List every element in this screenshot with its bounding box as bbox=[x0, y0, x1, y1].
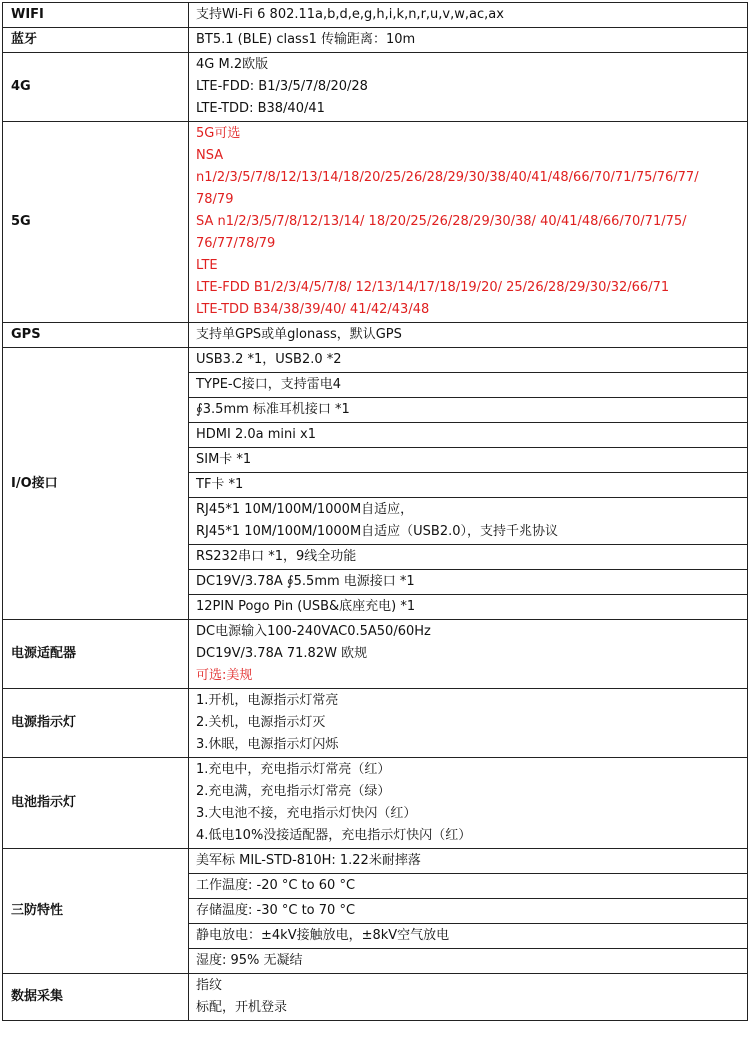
spec-value-line: 指纹 bbox=[196, 978, 223, 993]
spec-key: 蓝牙 bbox=[3, 28, 189, 53]
spec-value-line: DC19V/3.78A 71.82W 欧规 bbox=[196, 646, 368, 661]
spec-value-line: 1.开机，电源指示灯常亮 bbox=[196, 693, 339, 708]
spec-key: 电池指示灯 bbox=[3, 758, 189, 849]
spec-key: 5G bbox=[3, 122, 189, 323]
spec-value bbox=[189, 423, 748, 448]
spec-row bbox=[3, 323, 748, 348]
spec-value bbox=[189, 689, 748, 758]
spec-key: 数据采集 bbox=[3, 974, 189, 1021]
spec-value bbox=[189, 758, 748, 849]
spec-row bbox=[3, 348, 748, 373]
spec-value-line: HDMI 2.0a mini x1 bbox=[196, 427, 316, 442]
spec-table bbox=[2, 2, 748, 1021]
spec-value bbox=[189, 570, 748, 595]
spec-value-line: n1/2/3/5/7/8/12/13/14/18/20/25/26/28/29/30/38/40/41/48/66/70/71/75/76/77/ bbox=[196, 170, 699, 185]
spec-value-line: RJ45*1 10M/100M/1000M自适应（USB2.0），支持千兆协议 bbox=[196, 524, 559, 539]
spec-key: GPS bbox=[3, 323, 189, 348]
spec-value bbox=[189, 620, 748, 689]
spec-value-line: SA n1/2/3/5/7/8/12/13/14/ 18/20/25/26/28/29/30/38/ 40/41/48/66/70/71/75/ bbox=[196, 214, 687, 229]
spec-value-line: DC电源输入100-240VAC0.5A50/60Hz bbox=[196, 624, 431, 639]
spec-value-line: 静电放电：±4kV接触放电，±8kV空气放电 bbox=[196, 928, 450, 943]
spec-value-line: 2.关机，电源指示灯灭 bbox=[196, 715, 326, 730]
spec-value-line: 3.休眠，电源指示灯闪烁 bbox=[196, 737, 339, 752]
spec-value-line: ∮3.5mm 标准耳机接口 *1 bbox=[196, 402, 350, 417]
spec-value-line: 美军标 MIL-STD-810H: 1.22米耐摔落 bbox=[196, 853, 421, 868]
spec-key: WIFI bbox=[3, 3, 189, 28]
spec-key: 三防特性 bbox=[3, 849, 189, 974]
spec-value-line: 支持单GPS或单glonass，默认GPS bbox=[196, 327, 402, 342]
spec-value-line: 78/79 bbox=[196, 192, 234, 207]
spec-value-line: 76/77/78/79 bbox=[196, 236, 276, 251]
spec-value bbox=[189, 398, 748, 423]
spec-value-line: 2.充电满，充电指示灯常亮（绿） bbox=[196, 784, 391, 799]
spec-value bbox=[189, 348, 748, 373]
spec-value-line: LTE-FDD B1/2/3/4/5/7/8/ 12/13/14/17/18/19/20/ 25/26/28/29/30/32/66/71 bbox=[196, 280, 670, 295]
spec-value bbox=[189, 373, 748, 398]
spec-row bbox=[3, 620, 748, 689]
spec-key: 电源指示灯 bbox=[3, 689, 189, 758]
spec-value bbox=[189, 122, 748, 323]
spec-value bbox=[189, 974, 748, 1021]
spec-value-line: LTE bbox=[196, 258, 218, 273]
spec-value-line: RS232串口 *1，9线全功能 bbox=[196, 549, 357, 564]
spec-value bbox=[189, 473, 748, 498]
spec-value-line: DC19V/3.78A ∮5.5mm 电源接口 *1 bbox=[196, 574, 415, 589]
spec-value-line: RJ45*1 10M/100M/1000M自适应， bbox=[196, 502, 414, 517]
spec-value bbox=[189, 595, 748, 620]
spec-value-line: 5G可选 bbox=[196, 126, 241, 141]
spec-value bbox=[189, 874, 748, 899]
spec-value-line: TYPE-C接口，支持雷电4 bbox=[196, 377, 341, 392]
spec-value-line: TF卡 *1 bbox=[196, 477, 244, 492]
spec-value-line: 3.大电池不接，充电指示灯快闪（红） bbox=[196, 806, 417, 821]
spec-value bbox=[189, 498, 748, 545]
spec-row bbox=[3, 28, 748, 53]
spec-row bbox=[3, 122, 748, 323]
spec-value-line: 存储温度: -30 °C to 70 °C bbox=[196, 903, 356, 918]
spec-value bbox=[189, 899, 748, 924]
spec-key: 电源适配器 bbox=[3, 620, 189, 689]
spec-value-line: 4.低电10%没接适配器，充电指示灯快闪（红） bbox=[196, 828, 472, 843]
spec-value bbox=[189, 448, 748, 473]
spec-value-line: LTE-FDD: B1/3/5/7/8/20/28 bbox=[196, 79, 368, 94]
spec-value bbox=[189, 545, 748, 570]
spec-row bbox=[3, 3, 748, 28]
spec-value bbox=[189, 949, 748, 974]
spec-row bbox=[3, 689, 748, 758]
spec-value-line: LTE-TDD B34/38/39/40/ 41/42/43/48 bbox=[196, 302, 430, 317]
spec-value-line: 1.充电中，充电指示灯常亮（红） bbox=[196, 762, 391, 777]
spec-value-line: USB3.2 *1，USB2.0 *2 bbox=[196, 352, 342, 367]
spec-value-line: 12PIN Pogo Pin (USB&底座充电) *1 bbox=[196, 599, 416, 614]
spec-value-line: 4G M.2欧版 bbox=[196, 57, 269, 72]
spec-key: 4G bbox=[3, 53, 189, 122]
spec-key: I/O接口 bbox=[3, 348, 189, 620]
spec-value-line: SIM卡 *1 bbox=[196, 452, 252, 467]
spec-row bbox=[3, 53, 748, 122]
spec-value bbox=[189, 3, 748, 28]
spec-value bbox=[189, 323, 748, 348]
spec-value-line: BT5.1 (BLE) class1 传输距离：10m bbox=[196, 32, 416, 47]
spec-value-line: 可选:美规 bbox=[196, 668, 253, 683]
spec-value bbox=[189, 924, 748, 949]
spec-row bbox=[3, 974, 748, 1021]
spec-value bbox=[189, 53, 748, 122]
spec-row bbox=[3, 849, 748, 874]
spec-value bbox=[189, 849, 748, 874]
spec-value bbox=[189, 28, 748, 53]
spec-value-line: NSA bbox=[196, 148, 224, 163]
spec-value-line: LTE-TDD: B38/40/41 bbox=[196, 101, 325, 116]
spec-value-line: 湿度: 95% 无凝结 bbox=[196, 953, 303, 968]
spec-value-line: 工作温度: -20 °C to 60 °C bbox=[196, 878, 356, 893]
spec-value-line: 支持Wi-Fi 6 802.11a,b,d,e,g,h,i,k,n,r,u,v,w,ac,ax bbox=[196, 7, 504, 22]
spec-row bbox=[3, 758, 748, 849]
spec-value-line: 标配，开机登录 bbox=[196, 1000, 288, 1015]
